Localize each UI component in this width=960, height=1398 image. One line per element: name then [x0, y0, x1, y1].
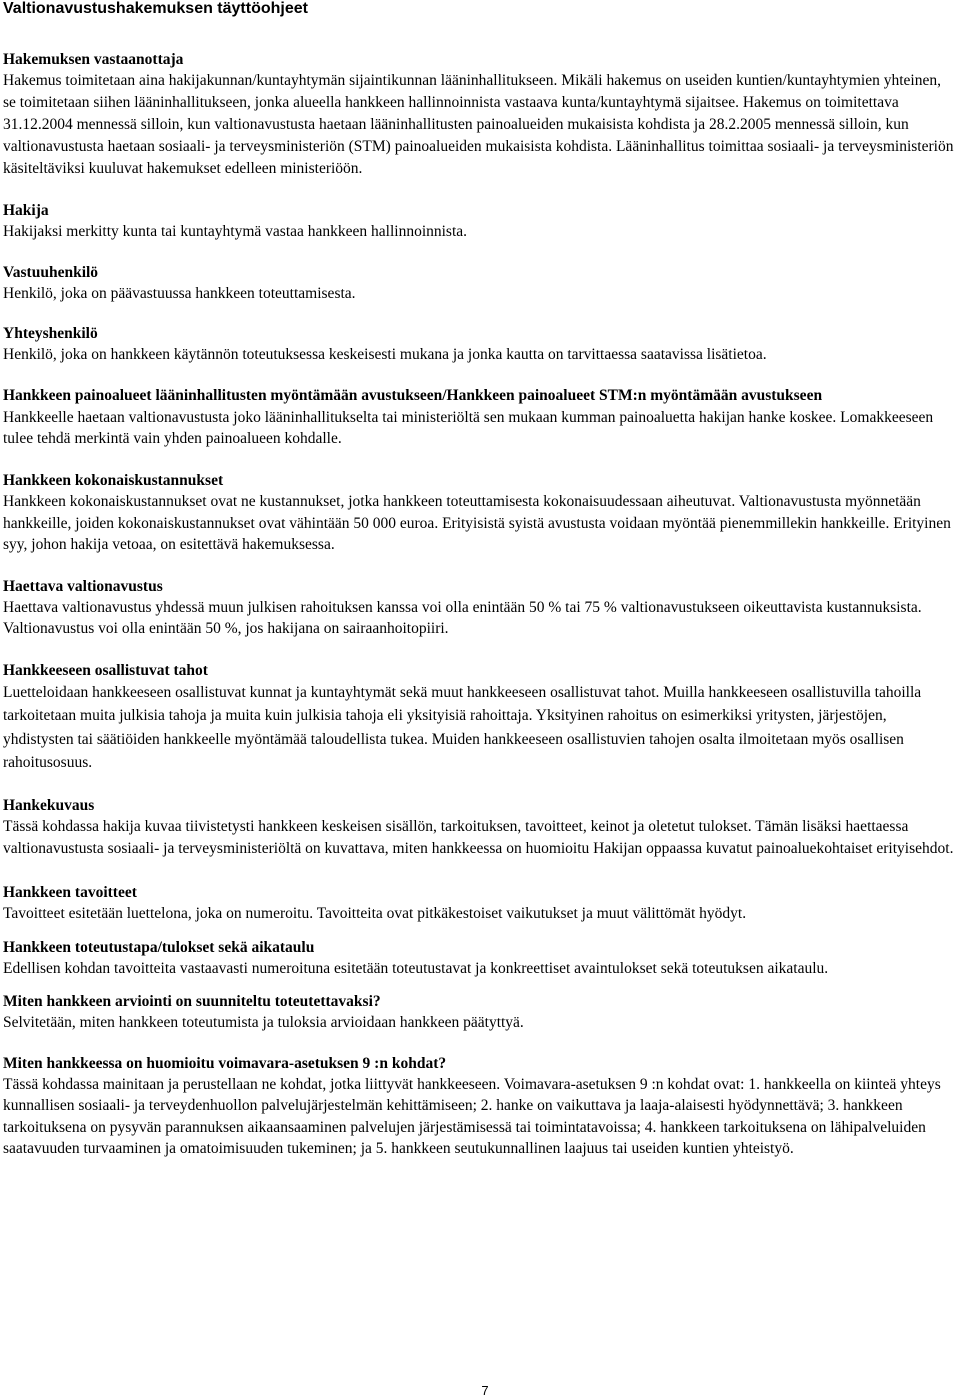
- section-heading: Hakija: [3, 202, 49, 219]
- section-toteutustapa: [3, 937, 957, 980]
- document-page: [3, 0, 957, 1160]
- section-heading: Miten hankkeen arviointi on suunniteltu toteutettavaksi?: [3, 993, 381, 1011]
- section-hankekuvaus: [3, 795, 957, 859]
- section-tavoitteet: [3, 882, 957, 925]
- section-body: Hankkeen kokonaiskustannukset ovat ne kustannukset, jotka hankkeen toteuttamisesta kokonaisuudessaan aiheutuvat. Valtionavustusta myönnetään hankkeille, joiden kokonaiskustannukset ovat vähintään 50 000 euroa. Erityisistä syistä avustusta voidaan myöntää pienemmillekin hankkeille. Erityinen syy, johon hakija vetoaa, on esitettävä hakemuksessa.: [3, 492, 951, 554]
- section-heading: Miten hankkeessa on huomioitu voimavara-asetuksen 9 :n kohdat?: [3, 1054, 447, 1072]
- section-heading: Haettava valtionavustus: [3, 577, 163, 595]
- section-kokonaiskustannukset: [3, 470, 957, 556]
- section-haettava: [3, 576, 957, 640]
- document-title: Valtionavustushakemuksen täyttöohjeet: [3, 0, 308, 17]
- section-body: Hakijaksi merkitty kunta tai kuntayhtymä vastaa hankkeen hallinnoinnista.: [3, 223, 468, 240]
- section-arviointi: [3, 991, 957, 1034]
- section-body: Henkilö, joka on päävastuussa hankkeen toteuttamisesta.: [3, 284, 356, 302]
- section-body: Henkilö, joka on hankkeen käytännön toteutuksessa keskeisesti mukana ja jonka kautta on tarvittaessa saatavissa lisätietoa.: [3, 346, 767, 364]
- section-body: Edellisen kohdan tavoitteita vastaavasti numeroituna esitetään toteutustavat ja konkreettiset avaintulokset sekä toteutuksen aikataulu.: [3, 959, 829, 977]
- section-heading: Hakemuksen vastaanottaja: [3, 51, 184, 68]
- section-heading: Vastuuhenkilö: [3, 263, 99, 281]
- section-heading: Hankkeen tavoitteet: [3, 884, 137, 902]
- section-heading: Hankkeeseen osallistuvat tahot: [3, 661, 208, 679]
- section-body: Tässä kohdassa mainitaan ja perustellaan ne kohdat, jotka liittyvät hankkeeseen. Voimavara-asetuksen 9 :n kohdat ovat: 1. hankkeella on kiinteä yhteys kunnallisen sosiaali- ja terveydenhuollon palvelujärjestelmän kehittämiseen; 2. hanke on vaikuttava ja laaja-alaisesti hyödynnettävä; 3. hankkeen tarkoituksena on pysyvän parannuksen aikaansaaminen palvelujen järjestämisessä tai toimintatavoissa; 4. hankkeen tarkoituksena on lähipalveluiden saatavuuden turvaaminen ja omatoimisuuden tukeminen; ja 5. hankkeen seutukunnallinen laajuus tai useiden kuntien yhteistyö.: [3, 1075, 941, 1158]
- section-vastuuhenkilo: [3, 262, 957, 305]
- section-heading: Yhteyshenkilö: [3, 325, 98, 343]
- section-body: Hankkeelle haetaan valtionavustusta joko lääninhallitukselta tai ministeriöltä sen mukaan kumman painoaluetta hakijan hanke koskee. Lomakkeeseen tulee tehdä merkintä vain yhden painoalueen kohdalle.: [3, 408, 934, 448]
- section-heading: Hankkeen kokonaiskustannukset: [3, 471, 224, 489]
- section-voimavara: [3, 1053, 957, 1160]
- section-heading: Hankkeen painoalueet lääninhallitusten myöntämään avustukseen/Hankkeen painoalueet STM:n myöntämään avustukseen: [3, 386, 823, 404]
- section-osallistuvat: [3, 660, 957, 775]
- section-yhteyshenkilo: [3, 323, 957, 366]
- page-number: 7: [481, 1383, 489, 1398]
- section-vastaanottaja: [3, 49, 957, 180]
- section-painoalueet: [3, 385, 957, 450]
- section-body: Selvitetään, miten hankkeen toteutumista ja tuloksia arvioidaan hankkeen päätyttyä.: [3, 1014, 524, 1032]
- section-heading: Hankekuvaus: [3, 796, 95, 814]
- section-hakija: [3, 200, 957, 243]
- section-body: Haettava valtionavustus yhdessä muun julkisen rahoituksen kanssa voi olla enintään 50 % tai 75 % valtionavustukseen oikeuttavista kustannuksista. Valtionavustus voi olla enintään 50 %, jos hakijana on sairaanhoitopiiri.: [3, 598, 922, 638]
- section-heading: Hankkeen toteutustapa/tulokset sekä aikataulu: [3, 938, 315, 956]
- section-body: Hakemus toimitetaan aina hakijakunnan/kuntayhtymän sijaintikunnan lääninhallitukseen. Mikäli hakemus on useiden kuntien/kuntayhtymien yhteinen, se toimitetaan siihen lääninhallitukseen, jonka alueella hankkeen hallinnoinnista vastaava kunta/kuntayhtymä sijaitsee. Hakemus on toimitettava 31.12.2004 mennessä silloin, kun valtionavustusta haetaan lääninhallitusten painoalueiden mukaisista kohdista ja 28.2.2005 mennessä silloin, kun valtionavustusta haetaan sosiaali- ja terveysministeriön (STM) painoalueiden mukaisista kohdista. Lääninhallitus toimittaa sosiaali- ja terveysministeriön käsiteltäviksi kuuluvat hakemukset edelleen ministeriöön.: [3, 72, 954, 177]
- section-body: Luetteloidaan hankkeeseen osallistuvat kunnat ja kuntayhtymät sekä muut hankkeeseen osallistuvat tahot. Muilla hankkeeseen osallistuvilla tahoilla tarkoitetaan muita julkisia tahoja ja muita kuin julkisia tahoja eli yksityisiä rahoittaja. Yksityinen rahoitus on esimerkiksi yritysten, järjestöjen, yhdistysten tai säätiöiden hankkeelle myöntämää taloudellista tukea. Muiden hankkeeseen osallistuvien tahojen osalta ilmoitetaan myös osallisen rahoitusosuus.: [3, 683, 922, 772]
- section-body: Tässä kohdassa hakija kuvaa tiivistetysti hankkeen keskeisen sisällön, tarkoituksen, tavoitteet, keinot ja oletetut tulokset. Tämän lisäksi haettaessa valtionavustusta sosiaali- ja terveysministeriöltä on kuvattava, miten hankkeessa on huomioitu Hakijan oppaassa kuvatut painoaluekohtaiset erityisehdot.: [3, 817, 954, 857]
- section-body: Tavoitteet esitetään luettelona, joka on numeroitu. Tavoitteita ovat pitkäkestoiset vaikutukset ja muut välittömät hyödyt.: [3, 905, 747, 923]
